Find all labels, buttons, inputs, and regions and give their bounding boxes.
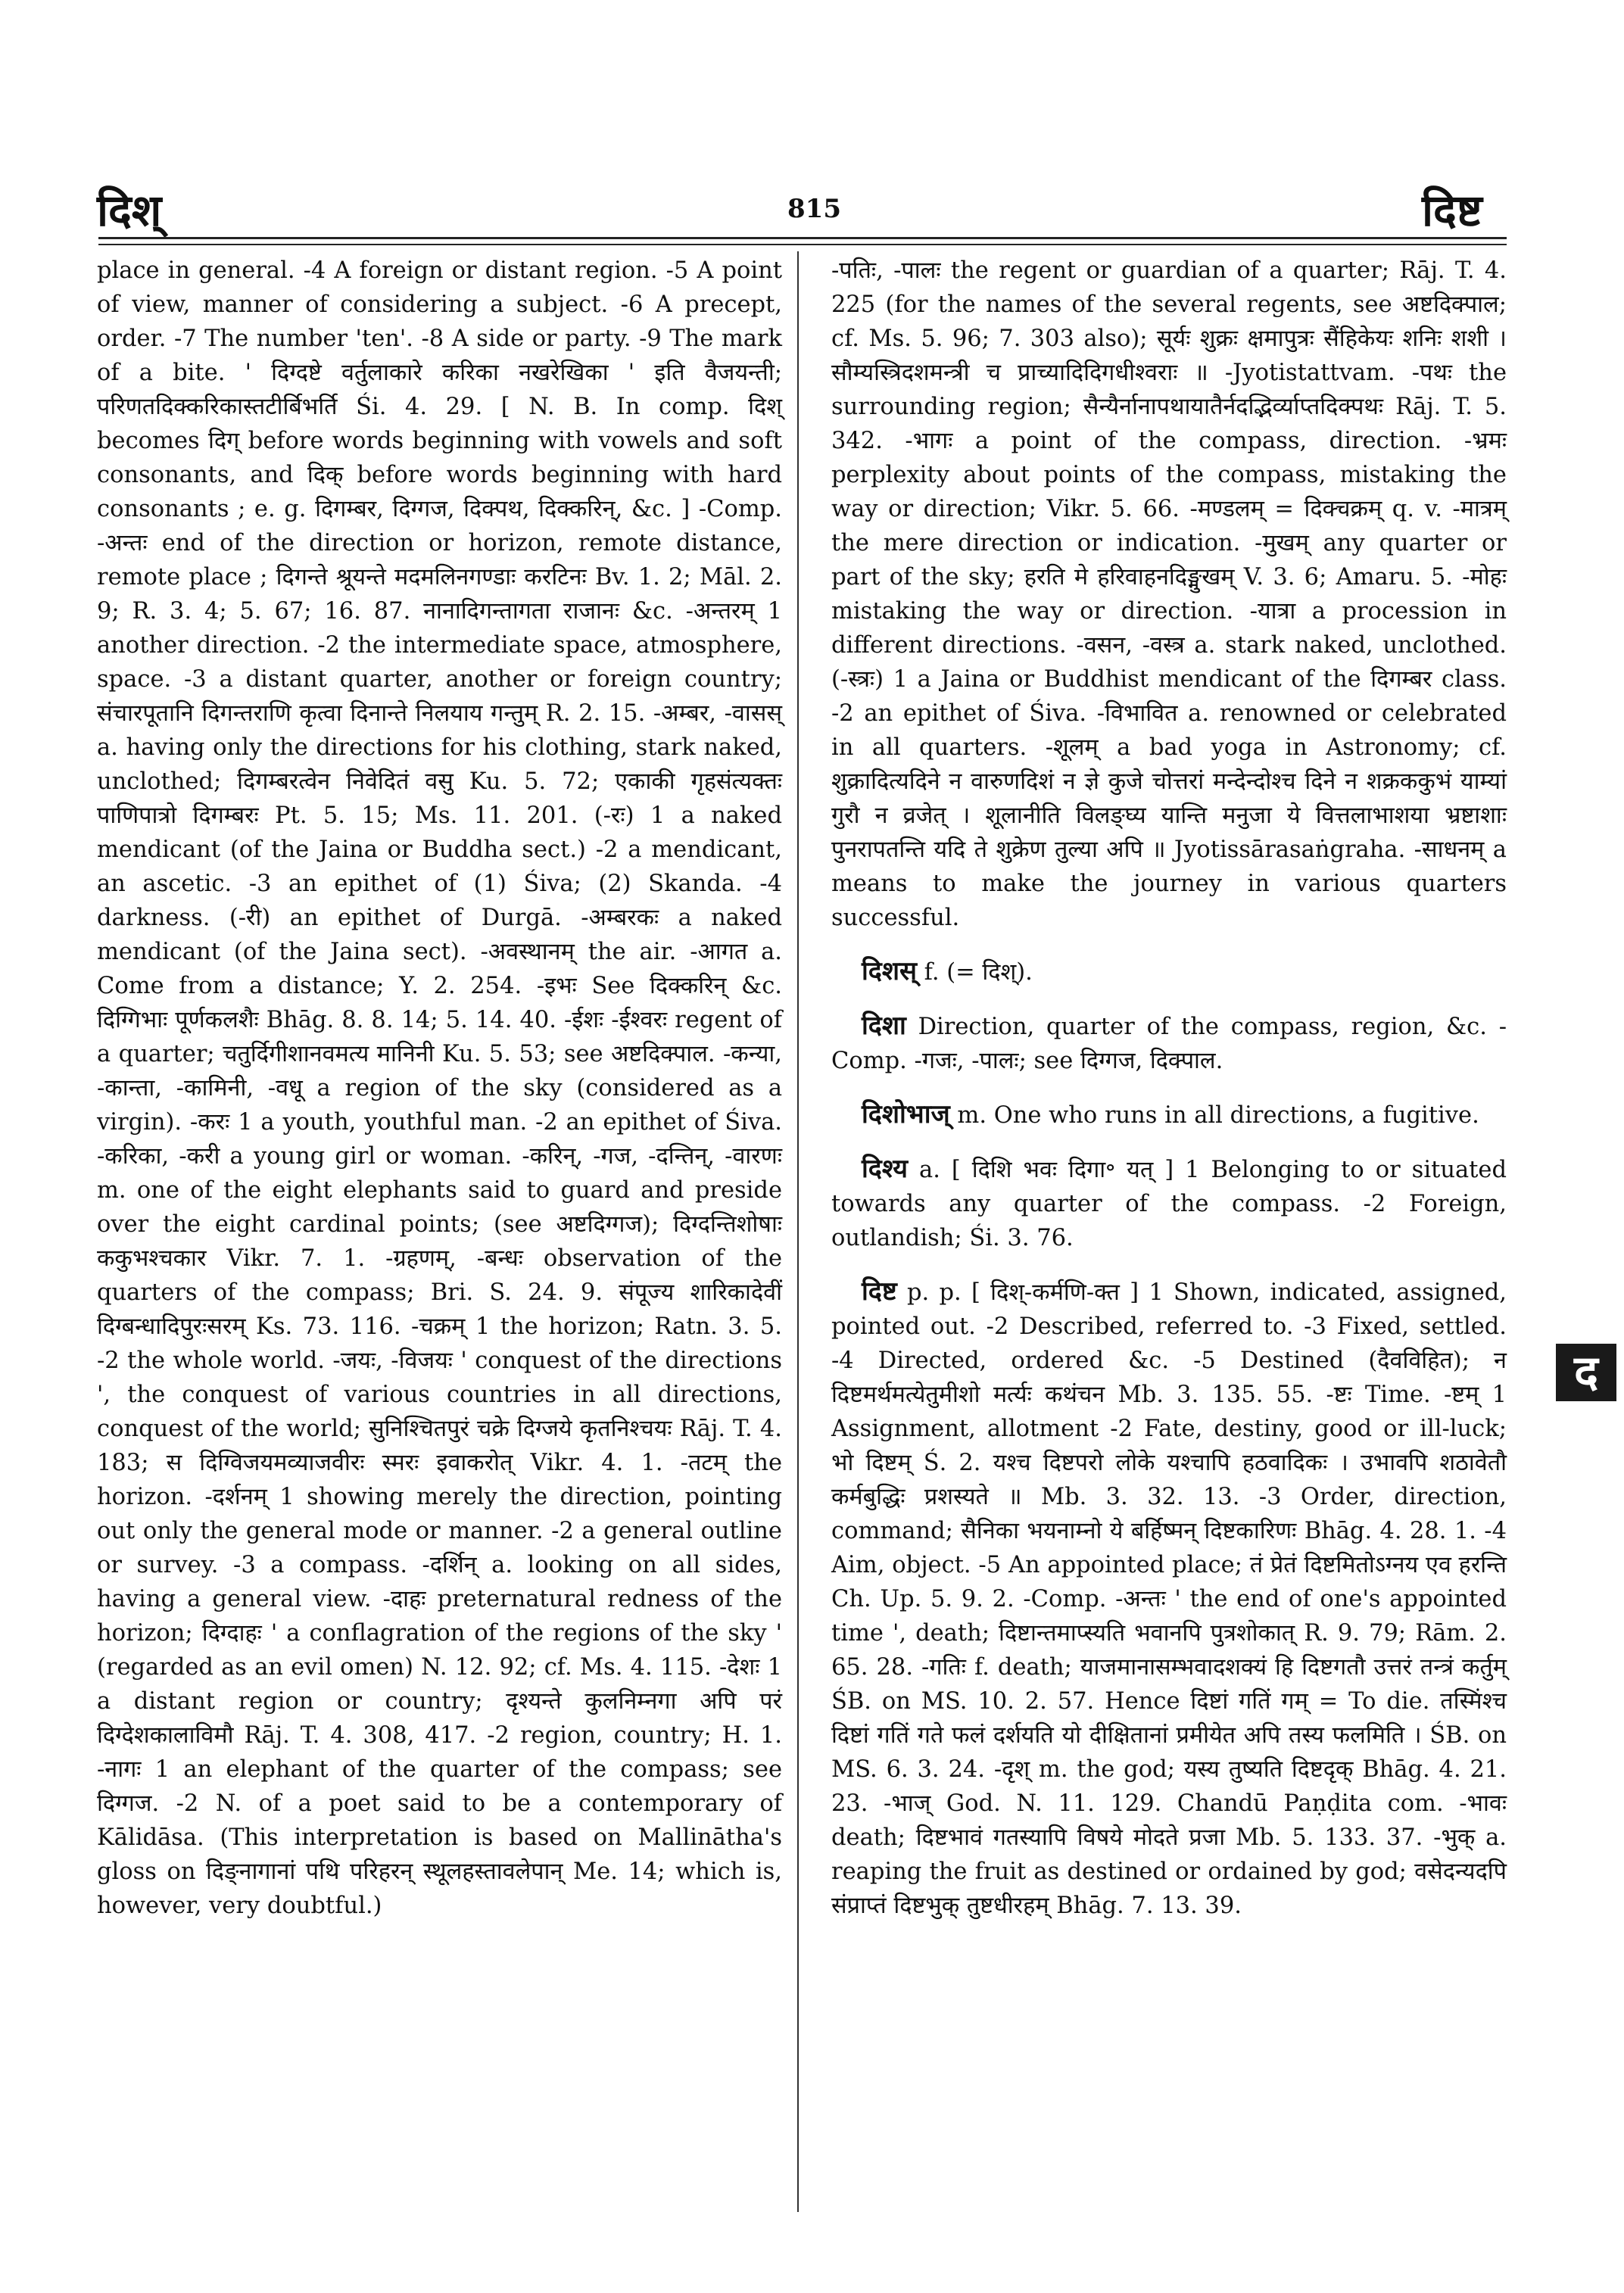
header-rule-thin (98, 244, 1507, 245)
entry-text: a. [ दिशि भवः दिगा॰ यत् ] 1 Belonging to or situated towards any quarter of the compass. -2 Foreign, outlandish; Śi. 3. 76. (831, 1157, 1507, 1251)
page-number: 815 (787, 194, 841, 224)
entry-continuation (831, 254, 1507, 935)
entry-text: Direction, quarter of the compass, region, &c. -Comp. -गजः, -पालः; see दिग्गज, दिक्पाल. (831, 1014, 1507, 1074)
running-head-right: दिष्ट (1422, 185, 1482, 236)
entry-continuation (97, 254, 782, 1923)
dictionary-entry (831, 1152, 1507, 1255)
column-divider (797, 251, 799, 2212)
dictionary-entry (831, 1275, 1507, 1923)
entry-text: place in general. -4 A foreign or distant region. -5 A point of view, manner of considering a subject. -6 A precept, order. -7 The number 'ten'. -8 A side or party. -9 The mark of a bite. ' दिग्दष्टे वर्तुलाकारे करिका नखरेखिका ' इति वैजयन्ती; परिणतदिक्करिकास्तटीर्बिभर्ति Śi. 4. 29. [ N. B. In comp. दिश् becomes दिग् before words beginning with vowels and soft consonants, and दिक् before words beginning with hard consonants ; e. g. दिगम्बर, दिग्गज, दिक्पथ, दिक्करिन्, &c. ] -Comp. -अन्तः end of the direction or horizon, remote distance, remote place ; दिगन्ते श्रूयन्ते मदमलिनगण्डाः करटिनः Bv. 1. 2; Māl. 2. 9; R. 3. 4; 5. 67; 16. 87. नानादिगन्तागता राजानः &c. -अन्तरम् 1 another direction. -2 the intermediate space, atmosphere, space. -3 a distant quarter, another or foreign country; संचारपूतानि दिगन्तराणि कृत्वा दिनान्ते निलयाय गन्तुम् R. 2. 15. -अम्बर, -वासस् a. having only the directions for his clothing, stark naked, unclothed; दिगम्बरत्वेन निवेदितं वसु Ku. 5. 72; एकाकी गृहसंत्यक्तः पाणिपात्रो दिगम्बरः Pt. 5. 15; Ms. 11. 201. (-रः) 1 a naked mendicant (of the Jaina or Buddha sect.) -2 a mendicant, an ascetic. -3 an epithet of (1) Śiva; (2) Skanda. -4 darkness. (-री) an epithet of Durgā. -अम्बरकः a naked mendicant (of the Jaina sect). -अवस्थानम् the air. -आगत a. Come from a distance; Y. 2. 254. -इभः See दिक्करिन् &c. दिग्गिभाः पूर्णकलशैः Bhāg. 8. 8. 14; 5. 14. 40. -ईशः -ईश्वरः regent of a quarter; चतुर्दिगीशानवमत्य मानिनी Ku. 5. 53; see अष्टदिक्पाल. -कन्या, -कान्ता, -कामिनी, -वधू a region of the sky (considered as a virgin). -करः 1 a youth, youthful man. -2 an epithet of Śiva. -करिका, -करी a young girl or woman. -करिन्, -गज, -दन्तिन्, -वारणः m. one of the eight elephants said to guard and preside over the eight cardinal points; (see अष्टदिग्गज); दिग्दन्तिशोषाः ककुभश्चकार Vikr. 7. 1. -ग्रहणम्, -बन्धः observation of the quarters of the compass; Bri. S. 24. 9. संपूज्य शारिकादेवीं दिग्बन्धादिपुरःसरम् Ks. 73. 116. -चक्रम् 1 the horizon; Ratn. 3. 5. -2 the whole world. -जयः, -विजयः ' conquest of the directions ', the conquest of various countries in all directions, conquest of the world; सुनिश्चितपुरं चक्रे दिग्जये कृतनिश्चयः Rāj. T. 4. 183; स दिग्विजयमव्याजवीरः स्मरः इवाकरोत् Vikr. 4. 1. -तटम् the horizon. -दर्शनम् 1 showing merely the direction, pointing out only the general mode or manner. -2 a general outline or survey. -3 a compass. -दर्शिन् a. looking on all sides, having a general view. -दाहः preternatural redness of the horizon; दिग्दाहः ' a conflagration of the regions of the sky ' (regarded as an evil omen) N. 12. 92; cf. Ms. 4. 115. -देशः 1 a distant region or country; दृश्यन्ते कुलनिम्नगा अपि परं दिग्देशकालाविमौ Rāj. T. 4. 308, 417. -2 region, country; H. 1. -नागः 1 an elephant of the quarter of the compass; see दिग्गज. -2 N. of a poet said to be a contemporary of Kālidāsa. (This interpretation is based on Mallinātha's gloss on दिङ्नागानां पथि परिहरन् स्थूलहस्तावलेपान् Me. 14; which is, however, very doubtful.) (97, 257, 782, 1919)
header-rule (98, 237, 1507, 239)
entry-headword: दिशस् (862, 956, 917, 986)
entry-text: m. One who runs in all directions, a fugitive. (949, 1102, 1479, 1129)
thumb-index-letter: द (1574, 1346, 1598, 1399)
entry-text: -पतिः, -पालः the regent or guardian of a quarter; Rāj. T. 4. 225 (for the names of the several regents, see अष्टदिक्पाल; cf. Ms. 5. 96; 7. 303 also); सूर्यः शुक्रः क्षमापुत्रः सैंहिकेयः शनिः शशी । सौम्यस्त्रिदशमन्त्री च प्राच्यादिदिगधीश्वराः ॥ -Jyotistattvam. -पथः the surrounding region; सैन्यैर्नानापथायातैर्नदद्भिर्व्याप्तदिक्पथः Rāj. T. 5. 342. -भागः a point of the compass, direction. -भ्रमः perplexity about points of the compass, mistaking the way or direction; Vikr. 5. 66. -मण्डलम् = दिक्चक्रम् q. v. -मात्रम् the mere direction or indication. -मुखम् any quarter or part of the sky; हरति मे हरिवाहनदिङ्मुखम् V. 3. 6; Amaru. 5. -मोहः mistaking the way or direction. -यात्रा a procession in different directions. -वसन, -वस्त्र a. stark naked, unclothed. (-स्त्रः) 1 a Jaina or Buddhist mendicant of the दिगम्बर class. -2 an epithet of Śiva. -विभावित a. renowned or celebrated in all quarters. -शूलम् a bad yoga in Astronomy; cf. शुक्रादित्यदिने न वारुणदिशं न ज्ञे कुजे चोत्तरां मन्देन्दोश्च दिने न शक्रककुभं याम्यां गुरौ न व्रजेत् । शूलानीति विलङ्घ्य यान्ति मनुजा ये वित्तलाभाशया भ्रष्टाशाः पुनरापतन्ति यदि ते शुक्रेण तुल्या अपि ॥ Jyotissārasaṅgraha. -साधनम् a means to make the journey in various quarters successful. (831, 257, 1507, 931)
entry-headword: दिष्ट (862, 1276, 897, 1307)
entry-headword: दिशोभाज् (862, 1099, 950, 1129)
thumb-index-tab (1556, 1344, 1616, 1401)
entry-headword: दिशा (862, 1011, 906, 1041)
entry-text: f. (= दिश्). (916, 959, 1033, 986)
dictionary-entry (831, 955, 1507, 989)
entry-headword: दिश्य (862, 1154, 909, 1184)
dictionary-entry (831, 1098, 1507, 1132)
right-column (831, 254, 1507, 1923)
left-column (97, 254, 782, 1923)
dictionary-entry (831, 1009, 1507, 1078)
running-head-left: दिश् (97, 185, 162, 236)
entry-text: p. p. [ दिश्-कर्मणि-क्त ] 1 Shown, indicated, assigned, pointed out. -2 Described, referred to. -3 Fixed, settled. -4 Directed, ordered &c. -5 Destined (दैवविहित); न दिष्टमर्थमत्येतुमीशो मर्त्यः कथंचन Mb. 3. 135. 55. -ष्टः Time. -ष्टम् 1 Assignment, allotment -2 Fate, destiny, good or ill-luck; भो दिष्टम् Ś. 2. यश्च दिष्टपरो लोके यश्चापि हठवादिकः । उभावपि शठावेतौ कर्मबुद्धिः प्रशस्यते ॥ Mb. 3. 32. 13. -3 Order, direction, command; सैनिका भयनाम्नो ये बर्हिष्मन् दिष्टकारिणः Bhāg. 4. 28. 1. -4 Aim, object. -5 An appointed place; तं प्रेतं दिष्टमितोऽग्नय एव हरन्ति Ch. Up. 5. 9. 2. -Comp. -अन्तः ' the end of one's appointed time ', death; दिष्टान्तमाप्स्यति भवानपि पुत्रशोकात् R. 9. 79; Rām. 2. 65. 28. -गतिः f. death; याजमानासम्भवादशक्यं हि दिष्टगतौ उत्तरं तन्त्रं कर्तुम् ŚB. on MS. 10. 2. 57. Hence दिष्टां गतिं गम् = To die. तस्मिंश्च दिष्टां गतिं गते फलं दर्शयति यो दीक्षितानां प्रमीयेत अपि तस्य फलमिति । ŚB. on MS. 6. 3. 24. -दृश् m. the god; यस्य तुष्यति दिष्टदृक् Bhāg. 4. 21. 23. -भाज् God. N. 11. 129. Chandū Paṇḍita com. -भावः death; दिष्टभावं गतस्यापि विषये मोदते प्रजा Mb. 5. 133. 37. -भुक् a. reaping the fruit as destined or ordained by god; वसेदन्यदपि संप्राप्तं दिष्टभुक् तुष्टधीरहम् Bhāg. 7. 13. 39. (831, 1279, 1507, 1919)
